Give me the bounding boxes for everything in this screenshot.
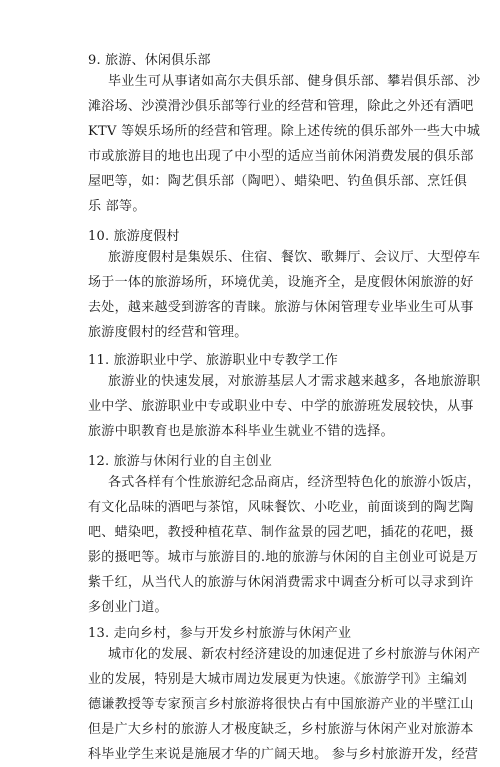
paragraph-line: 毕业生可从事诸如高尔夫俱乐部、健身俱乐部、攀岩俱乐部、沙	[108, 74, 481, 89]
paragraph-line: 紫千红，从当代人的旅游与休闲消费需求中调查分析可以寻求到许	[88, 575, 474, 590]
paragraph-line: 多创业门道。	[88, 600, 168, 615]
section-body-9	[88, 69, 481, 219]
section-heading-11: 11. 旅游职业中学、旅游职业中专教学工作	[88, 353, 339, 368]
section-heading-9: 9. 旅游、休闲俱乐部	[88, 53, 211, 68]
paragraph-line: KTV 等娱乐场所的经营和管理。除上述传统的俱乐部外一些大中城	[88, 124, 481, 139]
paragraph-line: 旅游度假村的经营和管理。	[88, 325, 248, 340]
section-heading-13: 13. 走向乡村，参与开发乡村旅游与休闲产业	[88, 626, 352, 641]
section-body-11	[88, 369, 481, 444]
paragraph-line: 影的摄吧等。城市与旅游目的.地的旅游与休闲的自主创业可说是万	[88, 550, 479, 565]
paragraph-line: 各式各样有个性旅游纪念品商店，经济型特色化的旅游小饭店，	[108, 475, 481, 490]
paragraph-line: 旅游度假村是集娱乐、住宿、餐饮、歌舞厅、会议厅、大型停车	[108, 250, 481, 265]
paragraph-line: 但是广大乡村的旅游人才极度缺乏，乡村旅游与休闲产业对旅游本	[88, 722, 474, 737]
section-heading-12: 12. 旅游与休闲行业的自主创业	[88, 454, 273, 469]
section-body-13	[88, 642, 481, 767]
section-body-12	[88, 470, 481, 620]
paragraph-line: 乐 部等。	[88, 199, 146, 214]
paragraph-line: 场于一体的旅游场所，环境优美，设施齐全，是度假休闲旅游的好	[88, 275, 474, 290]
paragraph-line: 旅游业的快速发展，对旅游基层人才需求越来越多，各地旅游职	[108, 374, 481, 389]
paragraph-line: 吧、蜡染吧，教授种植花草、制作盆景的园艺吧，插花的花吧，摄	[88, 525, 474, 540]
paragraph-line: 业的发展，特别是大城市周边发展更为快速。《旅游学刊》主编刘	[88, 672, 468, 687]
paragraph-line: 城市化的发展、新农村经济建设的加速促进了乡村旅游与休闲产	[108, 647, 481, 662]
paragraph-line: 有文化品味的酒吧与茶馆，风味餐饮、小吃业，前面谈到的陶艺陶	[88, 500, 474, 515]
paragraph-line: 业中学、旅游职业中专或职业中专、中学的旅游班发展较快，从事	[88, 399, 474, 414]
paragraph-line: 科毕业学生来说是施展才华的广阔天地。 参与乡村旅游开发，经营	[88, 747, 479, 762]
paragraph-line: 德谦教授等专家预言乡村旅游将很快占有中国旅游产业的半壁江山	[88, 697, 474, 712]
section-body-10	[88, 245, 481, 345]
paragraph-line: 滩浴场、沙漠滑沙俱乐部等行业的经营和管理，除此之外还有酒吧	[88, 99, 474, 114]
paragraph-line: 屋吧等，如：陶艺俱乐部（陶吧）、蜡染吧、钓鱼俱乐部、烹饪俱	[88, 174, 468, 189]
paragraph-line: 去处，越来越受到游客的青睐。旅游与休闲管理专业毕业生可从事	[88, 300, 474, 315]
paragraph-line: 市或旅游目的地也出现了中小型的适应当前休闲消费发展的俱乐部	[88, 149, 474, 164]
section-heading-10: 10. 旅游度假村	[88, 229, 180, 244]
paragraph-line: 旅游中职教育也是旅游本科毕业生就业不错的选择。	[88, 424, 394, 439]
